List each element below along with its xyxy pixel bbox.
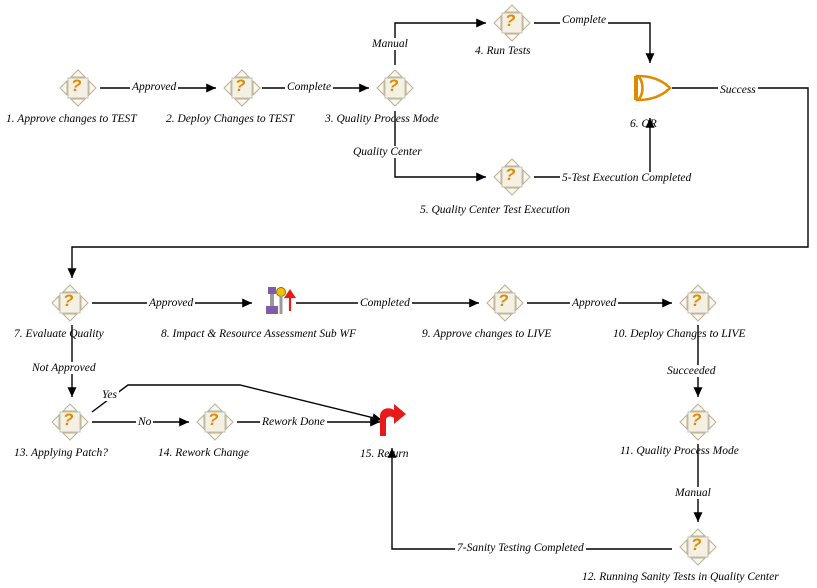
edge-label: Manual (675, 487, 711, 499)
edge-label: 7-Sanity Testing Completed (457, 542, 584, 554)
return-arrow-icon (372, 429, 412, 446)
node-label: 2. Deploy Changes to TEST (166, 113, 295, 125)
edge-13-yes-15 (92, 385, 382, 420)
workflow-node-n5[interactable] (492, 157, 532, 197)
edge-label: Completed (360, 297, 410, 309)
edge-label: No (138, 416, 152, 428)
node-label: 4. Run Tests (475, 45, 531, 57)
question-diamond-icon (678, 554, 718, 571)
question-diamond-icon (50, 310, 90, 327)
question-diamond-icon (222, 95, 262, 112)
node-label: 7. Evaluate Quality (14, 328, 104, 340)
question-diamond-icon (678, 429, 718, 446)
node-label: 3. Quality Process Mode (325, 113, 439, 125)
workflow-node-n6[interactable] (630, 68, 670, 108)
node-label: 12. Running Sanity Tests in Quality Center (582, 571, 779, 583)
edge-label: Approved (572, 297, 617, 309)
workflow-node-n2[interactable] (222, 68, 262, 108)
question-diamond-icon (195, 429, 235, 446)
question-mark-icon: ? (63, 291, 74, 310)
edge-12-15 (392, 448, 672, 549)
workflow-node-n14[interactable] (195, 402, 235, 442)
workflow-node-n13[interactable] (50, 402, 90, 442)
sub-workflow-icon (258, 310, 304, 327)
node-label: 10. Deploy Changes to LIVE (613, 328, 746, 340)
workflow-node-n12[interactable] (678, 527, 718, 567)
question-mark-icon: ? (691, 535, 702, 554)
edge-4-6 (534, 23, 650, 63)
edge-label: Succeeded (667, 365, 716, 377)
question-diamond-icon (375, 95, 415, 112)
edge-label: Manual (372, 38, 408, 50)
node-label: 9. Approve changes to LIVE (422, 328, 552, 340)
question-diamond-icon (50, 429, 90, 446)
edge-label: 5-Test Execution Completed (562, 172, 692, 184)
edge-label: Complete (562, 14, 607, 26)
question-mark-icon: ? (691, 291, 702, 310)
question-diamond-icon (678, 310, 718, 327)
or-gate-icon (630, 95, 674, 112)
edge-label: Yes (102, 389, 117, 401)
question-mark-icon: ? (505, 165, 516, 184)
node-label: 14. Rework Change (158, 447, 250, 459)
workflow-node-n10[interactable] (678, 283, 718, 323)
question-mark-icon: ? (505, 11, 516, 30)
edge-label: Approved (149, 297, 194, 309)
question-mark-icon: ? (63, 410, 74, 429)
node-label: 8. Impact & Resource Assessment Sub WF (161, 328, 357, 340)
edge-label: Rework Done (262, 416, 325, 428)
question-mark-icon: ? (691, 410, 702, 429)
node-label: 5. Quality Center Test Execution (420, 204, 571, 216)
question-mark-icon: ? (498, 291, 509, 310)
edge-label: Success (720, 84, 756, 96)
question-mark-icon: ? (208, 410, 219, 429)
node-label: 1. Approve changes to TEST (6, 113, 137, 125)
workflow-node-n8[interactable] (258, 283, 298, 323)
node-label: 11. Quality Process Mode (620, 445, 739, 457)
node-label: 13. Applying Patch? (14, 447, 109, 459)
edge-label: Approved (132, 81, 177, 93)
workflow-node-n7[interactable] (50, 283, 90, 323)
question-mark-icon: ? (388, 76, 399, 95)
node-label: 15. Return (360, 448, 409, 460)
question-diamond-icon (58, 95, 98, 112)
question-mark-icon: ? (71, 76, 82, 95)
question-diamond-icon (485, 310, 525, 327)
workflow-node-n9[interactable] (485, 283, 525, 323)
question-diamond-icon (492, 184, 532, 201)
edge-label: Complete (287, 81, 332, 93)
workflow-node-n1[interactable] (58, 68, 98, 108)
workflow-node-n15[interactable] (372, 402, 412, 442)
workflow-node-n3[interactable] (375, 68, 415, 108)
workflow-node-n4[interactable] (492, 3, 532, 43)
node-label: 6. OR (630, 118, 657, 130)
question-mark-icon: ? (235, 76, 246, 95)
edge-label: Not Approved (32, 362, 96, 374)
edge-label: Quality Center (353, 146, 422, 158)
workflow-node-n11[interactable] (678, 402, 718, 442)
